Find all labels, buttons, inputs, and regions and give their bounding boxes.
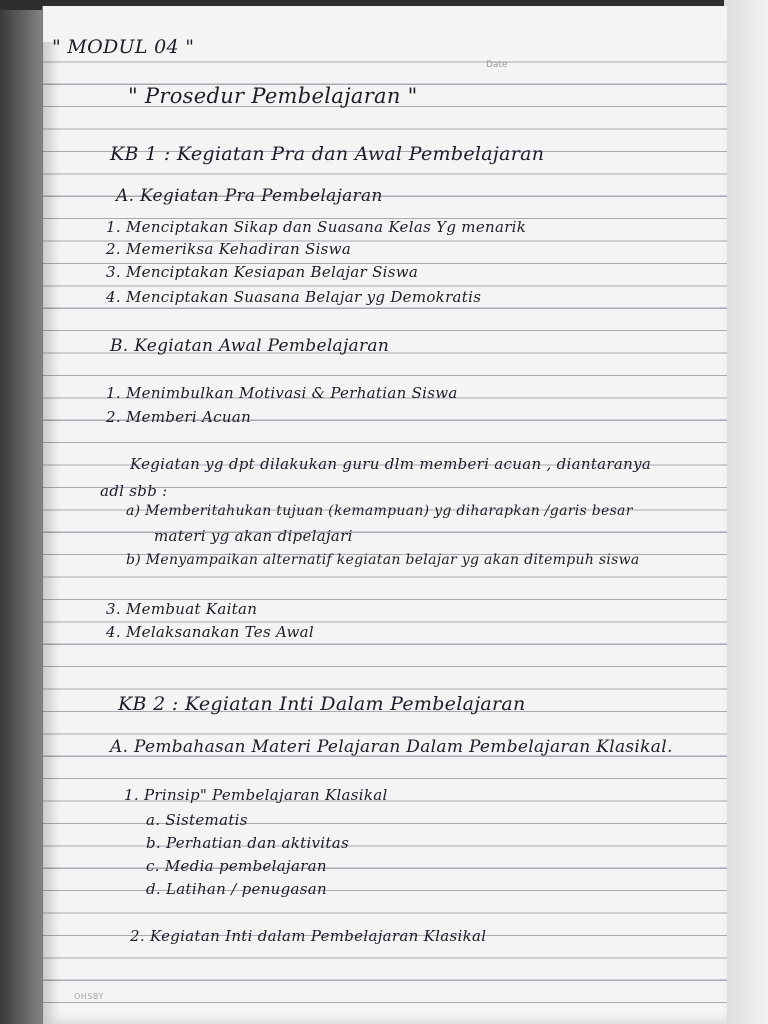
list-item-a2: 2. Memeriksa Kehadiran Siswa (106, 240, 352, 258)
section-a-heading: A. Kegiatan Pra Pembelajaran (116, 186, 383, 206)
page-title: " Prosedur Pembelajaran " (128, 84, 418, 108)
kb2-section-a: A. Pembahasan Materi Pelajaran Dalam Pembelajaran Klasikal. (110, 737, 673, 757)
core-activity-heading: 2. Kegiatan Inti dalam Pembelajaran Klasikal (130, 927, 487, 945)
principle-b: b. Perhatian dan aktivitas (146, 834, 349, 852)
principle-heading: 1. Prinsip" Pembelajaran Klasikal (124, 786, 388, 804)
list-item-b3: 3. Membuat Kaitan (106, 600, 258, 618)
section-b-heading: B. Kegiatan Awal Pembelajaran (110, 336, 390, 356)
notebook-brand: OHSBY (74, 992, 104, 1001)
acuan-item-a-cont: materi yg akan dipelajari (154, 527, 353, 545)
principle-c: c. Media pembelajaran (146, 857, 327, 875)
list-item-b4: 4. Melaksanakan Tes Awal (106, 623, 314, 641)
acuan-paragraph: Kegiatan yg dpt dilakukan guru dlm memberi acuan , diantaranya (130, 455, 652, 473)
principle-a: a. Sistematis (146, 811, 248, 829)
module-heading: " MODUL 04 " (52, 36, 195, 58)
principle-d: d. Latihan / penugasan (146, 880, 327, 898)
list-item-a1: 1. Menciptakan Sikap dan Suasana Kelas Yg menarik (106, 218, 527, 236)
list-item-b2: 2. Memberi Acuan (106, 408, 252, 426)
acuan-item-a: a) Memberitahukan tujuan (kemampuan) yg diharapkan /garis besar (126, 503, 633, 519)
list-item-a3: 3. Menciptakan Kesiapan Belajar Siswa (106, 263, 419, 281)
acuan-item-b: b) Menyampaikan alternatif kegiatan belajar yg akan ditempuh siswa (126, 552, 640, 568)
date-label: Date (486, 60, 508, 70)
kb1-heading: KB 1 : Kegiatan Pra dan Awal Pembelajaran (110, 143, 545, 165)
kb2-heading: KB 2 : Kegiatan Inti Dalam Pembelajaran (118, 693, 526, 715)
list-item-b1: 1. Menimbulkan Motivasi & Perhatian Siswa (106, 384, 458, 402)
background-right (724, 0, 768, 1024)
background-left (0, 0, 48, 1024)
acuan-paragraph-cont: adl sbb : (100, 482, 168, 500)
list-item-a4: 4. Menciptakan Suasana Belajar yg Demokratis (106, 288, 482, 306)
